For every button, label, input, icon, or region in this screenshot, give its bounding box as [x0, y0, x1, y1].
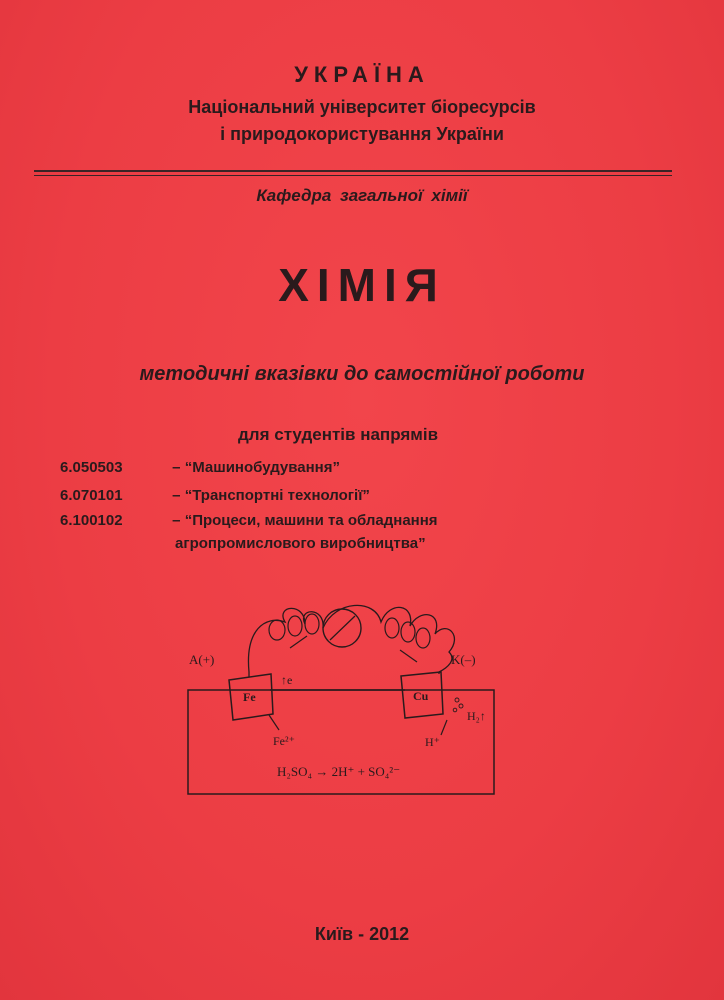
gas-bubble	[455, 698, 459, 702]
wire-loop	[385, 618, 399, 638]
university-name-line1: Національний університет біоресурсів	[188, 97, 536, 117]
department-name: Кафедра загальної хімії	[256, 186, 468, 205]
iron-ion-label: Fe²⁺	[273, 734, 295, 748]
wire-loop	[269, 620, 285, 640]
publication-place-year: Київ - 2012	[314, 924, 410, 944]
galvanic-cell-diagram	[185, 590, 505, 800]
divider-thin	[34, 175, 672, 176]
specialty-name: “Машинобудування”	[184, 459, 340, 476]
wire-loop	[416, 628, 430, 648]
audience-label: для студентів напрямів	[238, 425, 439, 444]
divider-thick	[34, 170, 672, 172]
specialty-code: 6.050503	[60, 459, 123, 476]
specialty-name: “Транспортні технології”	[184, 487, 370, 504]
dissociation-equation: H₂SO₄ → 2H⁺ + SO₄²⁻	[277, 764, 401, 779]
specialty-item	[60, 512, 438, 529]
wire-loop	[401, 622, 415, 642]
electron-label: ↑e	[281, 673, 293, 687]
university-name-line2: і природокористування України	[220, 124, 504, 144]
specialty-separator: –	[168, 512, 185, 529]
hydrogen-ion-label: H⁺	[425, 735, 440, 749]
ammeter-needle	[330, 616, 355, 640]
anode-label: A(+)	[189, 652, 215, 667]
specialty-item	[60, 487, 370, 504]
ion-arrow	[269, 715, 279, 730]
hydrogen-gas-label: H₂↑	[467, 709, 486, 723]
book-subtitle: методичні вказівки до самостійної роботи	[139, 363, 585, 385]
specialty-separator: –	[168, 459, 185, 476]
specialty-name: “Процеси, машини та обладнання	[184, 512, 438, 529]
electron-flow-arrow	[290, 636, 307, 648]
specialty-name-continued: агропромислового виробництва”	[175, 535, 426, 552]
cathode-label: K(–)	[451, 652, 476, 667]
wire-loop	[288, 616, 302, 636]
specialty-code: 6.100102	[60, 512, 123, 529]
wire-loop	[305, 614, 319, 634]
book-title: ХІМІЯ	[278, 259, 446, 311]
specialty-item	[60, 459, 340, 476]
anode-metal-label: Fe	[243, 690, 256, 704]
gas-bubble	[459, 704, 463, 708]
specialty-separator: –	[168, 487, 185, 504]
gas-bubble	[453, 708, 457, 712]
electron-flow-arrow	[400, 650, 417, 662]
cathode-metal-label: Cu	[413, 689, 429, 703]
specialty-code: 6.070101	[60, 487, 123, 504]
country-heading: УКРАЇНА	[294, 62, 430, 87]
ion-arrow	[441, 720, 447, 735]
external-wire	[248, 605, 454, 672]
